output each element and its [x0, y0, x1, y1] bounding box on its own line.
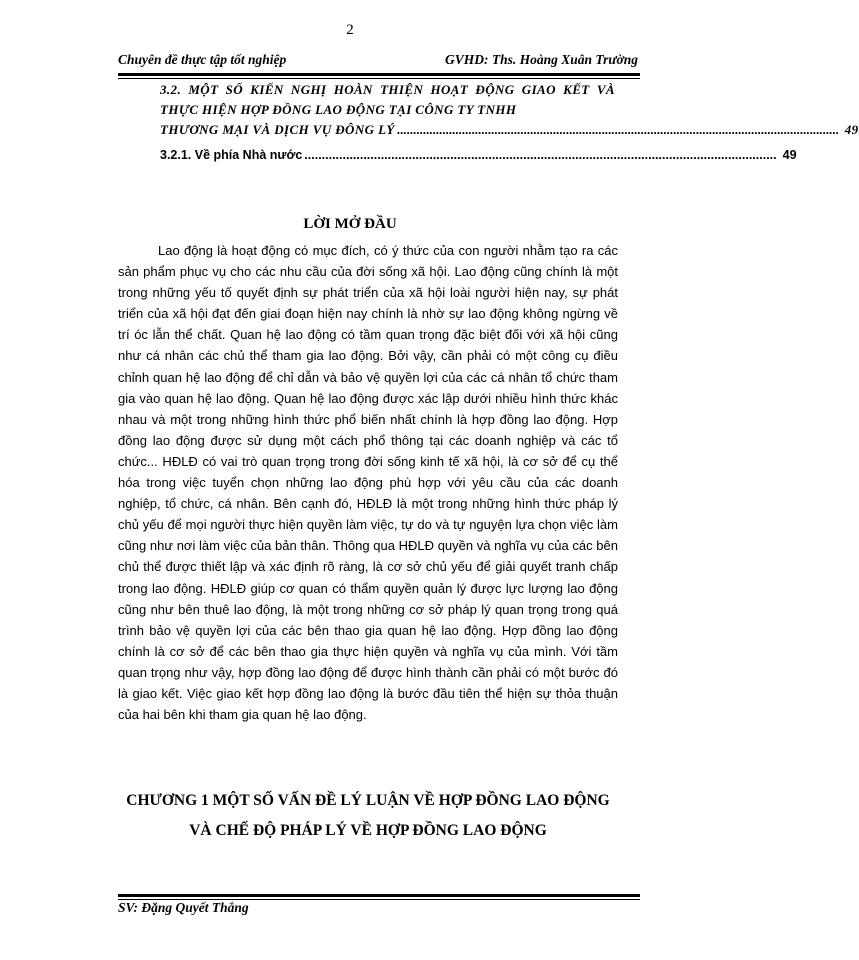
toc-entry-3-2-1-text: 3.2.1. Về phía Nhà nước [160, 148, 303, 162]
toc-entry-3-2-1-page: 49 [782, 148, 797, 162]
toc-entry-3-2-text-end: THƯƠNG MẠI VÀ DỊCH VỤ ĐÔNG LÝ [160, 122, 395, 137]
intro-paragraph: Lao động là hoạt động có mục đích, có ý thức của con người nhằm tạo ra các sản phẩm phục vụ cho các nhu cầu của đời sống xã hội. Lao động cũng chính là một trong những yếu tố quyết định sự phát triển của xã hội loài người hiện nay, sự phát triển của xã hội đạt đến giai đoạn hiện nay chính là nhờ sự lao động không ngừng về trí óc lẫn thể chất. Quan hệ lao động có tầm quan trọng đặc biệt đối với xã hội cũng như cá nhân các chủ thể tham gia lao động. Bởi vậy, cần phải có một công cụ điều chỉnh quan hệ lao động để chỉ dẫn và bảo vệ quyền lợi của các cá nhân tổ chức tham gia vào quan hệ lao động. Quan hệ lao động được xác lập dưới nhiều hình thức khác nhau và một trong những hình thức phổ biến nhất chính là hợp đồng lao động. Hợp đồng lao động được sử dụng một cách phổ thông tại các doanh nghiệp và các tổ chức... HĐLĐ có vai trò quan trọng trong đời sống kinh tế xã hội, là cơ sở để cụ thể hóa trong việc tuyển chọn những lao động phù hợp với yêu cầu của các doanh nghiệp, tổ chức, cá nhân. Bên cạnh đó, HĐLĐ là một trong những hình thức pháp lý chủ yếu để mọi người thực hiện quyền làm việc, tự do và tự nguyện lựa chọn việc làm cũng như nơi làm việc của bản thân. Thông qua HĐLĐ quyền và nghĩa vụ của các bên chủ thể được thiết lập và xác định rõ ràng, là cơ sở chủ yếu để giải quyết tranh chấp trong lao động. HĐLĐ giúp cơ quan có thẩm quyền quản lý được lực lượng lao động cũng như bên thuê lao động, là một trong những cơ sở pháp lý quan trọng trong quá trình bảo vệ quyền lợi của các bên thao gia quan hệ lao động. Hợp đồng lao động chính là cơ sở để các bên thao gia thực hiện quyền và nghĩa vụ của mình. Với tầm quan trọng như vậy, hợp đồng lao động để được hình thành cần phải có một bước đó là giao kết. Việc giao kết hợp đồng lao động là bước đầu tiên thể hiện sự thỏa thuận của hai bên khi tham gia quan hệ lao động. [118, 243, 618, 723]
header-course-title: Chuyên đề thực tập tốt nghiệp [118, 52, 287, 67]
toc-entry-3-2-text: 3.2. MỘT SỐ KIẾN NGHỊ HOÀN THIỆN HOẠT ĐỘNG GIAO KẾT VÀ THỰC HIỆN HỢP ĐỒNG LAO ĐỘNG TẠI CÔNG TY TNHH [160, 82, 615, 117]
header-rule [118, 73, 640, 79]
header-supervisor: GVHD: Ths. Hoàng Xuân Trường [444, 52, 638, 67]
chapter-heading: CHƯƠNG 1 MỘT SỐ VẤN ĐỀ LÝ LUẬN VỀ HỢP ĐỒNG LAO ĐỘNG VÀ CHẾ ĐỘ PHÁP LÝ VỀ HỢP ĐỒNG LAO ĐỘNG [126, 792, 610, 839]
table-of-contents [160, 80, 859, 162]
toc-entry-3-2[interactable] [160, 80, 859, 140]
toc-dot-leader: ........................................................................................................................................ [304, 148, 777, 162]
intro-heading: LỜI MỞ ĐẦU [303, 216, 397, 232]
toc-entry-3-2-page: 49 [844, 122, 859, 137]
toc-entry-3-2-last-line [160, 120, 859, 140]
toc-entry-3-2-1[interactable] [160, 148, 797, 162]
page-number: 2 [346, 22, 354, 38]
toc-dot-leader: ........................................................................................................................................ [396, 122, 839, 137]
footer-student-name: SV: Đặng Quyết Thắng [118, 900, 249, 915]
